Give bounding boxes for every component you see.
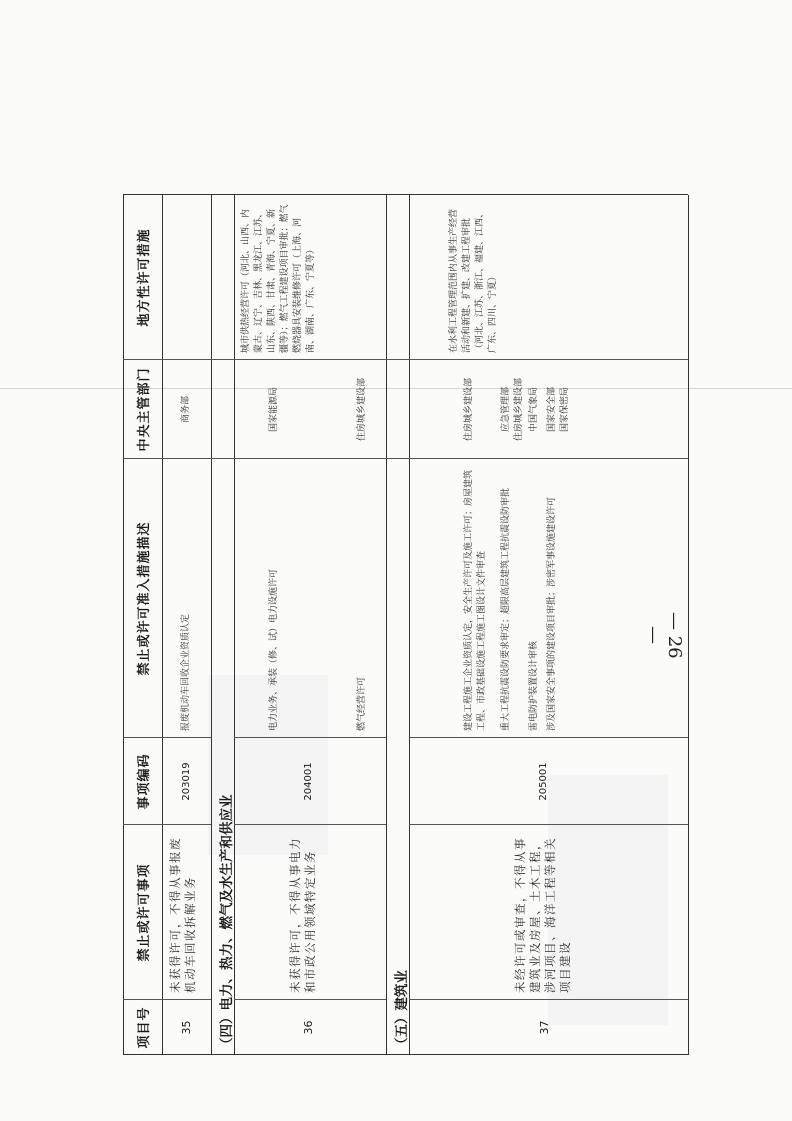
row-rule <box>211 195 212 1055</box>
header-item: 禁止或许可事项 <box>137 863 152 962</box>
row-36-local: 城市供热经营许可（河北、山西、内蒙古、辽宁、吉林、黑龙江、江苏、山东、陕西、甘肃、青海、宁夏、新疆等）；燃气工程建设项目审批；燃气燃烧器具安装维修许可（上海、河南、湖南、广东、宁夏等） <box>241 204 316 353</box>
row-36-department-1: 国家能源局 <box>269 387 279 433</box>
row-37-measure-3: 雷电防护装置设计审核 <box>529 640 539 731</box>
row-37-no: 37 <box>538 1020 551 1035</box>
table-bottom-border <box>688 195 689 1055</box>
row-37-department-2: 应急管理部 <box>501 387 511 433</box>
table-right-border <box>123 194 688 195</box>
rotated-table <box>118 195 693 1055</box>
row-35-code: 203019 <box>181 762 192 801</box>
col-rule <box>123 458 688 459</box>
header-code: 事项编码 <box>137 753 152 810</box>
row-36-item: 未获得许可，不得从事电力和市政公用领域特定业务 <box>288 837 317 993</box>
row-37-measure-2: 重大工程抗震设防要求审定；超限高层建筑工程抗震设防审批 <box>501 487 511 731</box>
section-five-title: （五）建筑业 <box>394 970 410 1051</box>
row-37-measure-4: 涉及国家安全事项的建设项目审批；涉密军事设施建设许可 <box>547 496 557 731</box>
row-37-local: 在水利工程管理范围内从事生产经营活动和新建、扩建、改建工程审批（河北、江苏、浙江、福建、江西、广东、四川、宁夏） <box>449 208 498 353</box>
row-37-department-4: 中国气象局 <box>529 387 539 433</box>
row-36-no: 36 <box>302 1020 315 1035</box>
col-rule <box>123 359 688 360</box>
row-35-measure: 报废机动车回收企业资质认定 <box>181 613 191 731</box>
section-four-title: （四）电力、热力、燃气及水生产和供应业 <box>219 794 235 1051</box>
row-37-department-6: 国家保密局 <box>560 387 570 433</box>
row-36-code: 204001 <box>303 762 314 801</box>
row-35-department: 商务部 <box>181 396 191 424</box>
row-36-measure-1: 电力业务、承装（修、试）电力设施许可 <box>269 568 279 731</box>
row-rule <box>386 195 387 1055</box>
row-37-department-1: 住房城乡建设部 <box>464 378 474 442</box>
row-37-department-3: 住房城乡建设部 <box>514 378 524 442</box>
row-37-item: 未经许可或审查，不得从事建筑业及房屋、土木工程，涉河项目、海洋工程等相关项目建设 <box>513 837 572 993</box>
row-35-item: 未获得许可，不得从事报废机动车回收拆解业务 <box>168 837 197 993</box>
row-36-department-2: 住房城乡建设部 <box>357 378 367 442</box>
header-local: 地方性许可措施 <box>137 228 152 327</box>
table-left-border <box>123 1054 688 1055</box>
row-37-code: 205001 <box>538 762 549 801</box>
row-37-measure-1: 建设工程施工企业资质认定，安全生产许可及施工许可；房屋建筑工程、市政基础设施工程施工图设计文件审查 <box>464 469 487 731</box>
page-number: — 26 — <box>643 611 685 659</box>
header-measures: 禁止或许可准入措施描述 <box>137 521 152 676</box>
row-35-no: 35 <box>180 1020 193 1035</box>
row-36-measure-2: 燃气经营许可 <box>357 676 367 731</box>
header-item-no: 项目号 <box>137 1006 152 1049</box>
section-rule <box>409 195 410 1055</box>
row-37-department-5: 国家安全部 <box>547 387 557 433</box>
header-department: 中央主管部门 <box>137 367 152 452</box>
header-bottom-rule <box>162 195 163 1055</box>
